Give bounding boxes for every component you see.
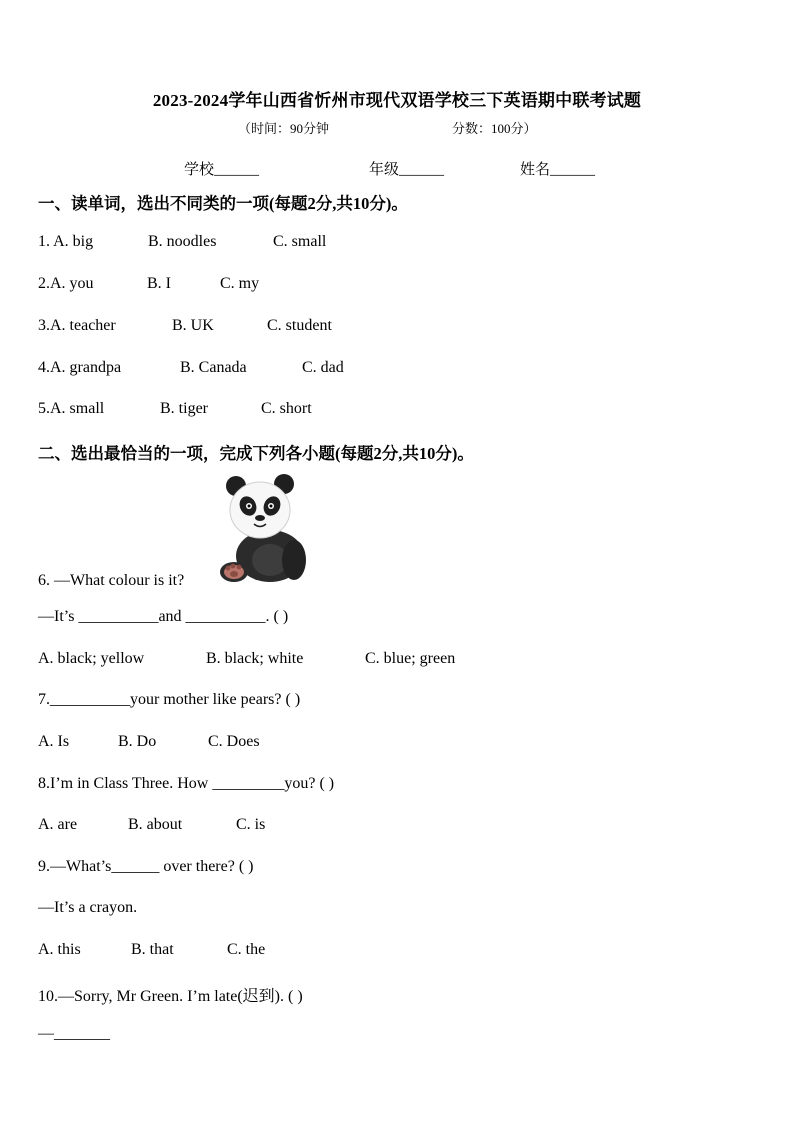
question-6-prompt: 6. —What colour is it?: [38, 572, 185, 589]
question-3-b: B. UK: [172, 317, 214, 334]
school-field[interactable]: 学校______: [184, 162, 260, 178]
question-7-option-c: C. Does: [208, 733, 260, 750]
question-9-option-c: C. the: [227, 941, 266, 958]
question-10-response: —_______: [38, 1025, 110, 1042]
question-8-option-b: B. about: [128, 816, 183, 833]
question-9-option-a: A. this: [38, 941, 81, 958]
question-9-prompt: 9.—What’s______ over there? ( ): [38, 858, 254, 875]
question-1-c: C. small: [273, 233, 327, 250]
question-2-b: B. I: [147, 275, 171, 292]
question-6-option-b: B. black; white: [206, 650, 304, 667]
question-7-option-a: A. Is: [38, 733, 70, 750]
question-9-option-b: B. that: [131, 941, 174, 958]
section2-heading: 二、选出最恰当的一项，完成下列各小题(每题2分,共10分)。: [38, 444, 474, 463]
question-4-a: 4.A. grandpa: [38, 359, 122, 376]
question-1-b: B. noodles: [148, 233, 217, 250]
question-3-a: 3.A. teacher: [38, 317, 116, 334]
exam-time: （时间：90分钟: [238, 121, 330, 136]
page-title: 2023-2024学年山西省忻州市现代双语学校三下英语期中联考试题: [152, 91, 642, 110]
question-5-b: B. tiger: [160, 400, 208, 417]
question-5-a: 5.A. small: [38, 400, 105, 417]
question-6-option-a: A. black; yellow: [38, 650, 145, 667]
question-9-response: —It’s a crayon.: [38, 899, 138, 916]
question-6-answer-line: —It’s __________and __________. ( ): [38, 608, 289, 625]
question-7-option-b: B. Do: [118, 733, 157, 750]
question-4-c: C. dad: [302, 359, 344, 376]
panda-icon: [212, 472, 312, 588]
question-7-prompt: 7.__________your mother like pears? ( ): [38, 691, 301, 708]
question-2-c: C. my: [220, 275, 260, 292]
question-3-c: C. student: [267, 317, 332, 334]
question-8-option-a: A. are: [38, 816, 78, 833]
question-2-a: 2.A. you: [38, 275, 94, 292]
question-8-option-c: C. is: [236, 816, 266, 833]
question-6-option-c: C. blue; green: [365, 650, 456, 667]
exam-score: 分数：100分）: [452, 121, 537, 136]
name-field[interactable]: 姓名______: [520, 162, 596, 178]
grade-field[interactable]: 年级______: [369, 162, 445, 178]
question-5-c: C. short: [261, 400, 312, 417]
question-10-prompt: 10.—Sorry, Mr Green. I’m late(迟到). ( ): [38, 988, 303, 1005]
question-8-prompt: 8.I’m in Class Three. How _________you? ( ): [38, 775, 335, 792]
section1-heading: 一、读单词，选出不同类的一项(每题2分,共10分)。: [38, 194, 408, 213]
question-4-b: B. Canada: [180, 359, 247, 376]
question-1-a: 1. A. big: [38, 233, 94, 250]
